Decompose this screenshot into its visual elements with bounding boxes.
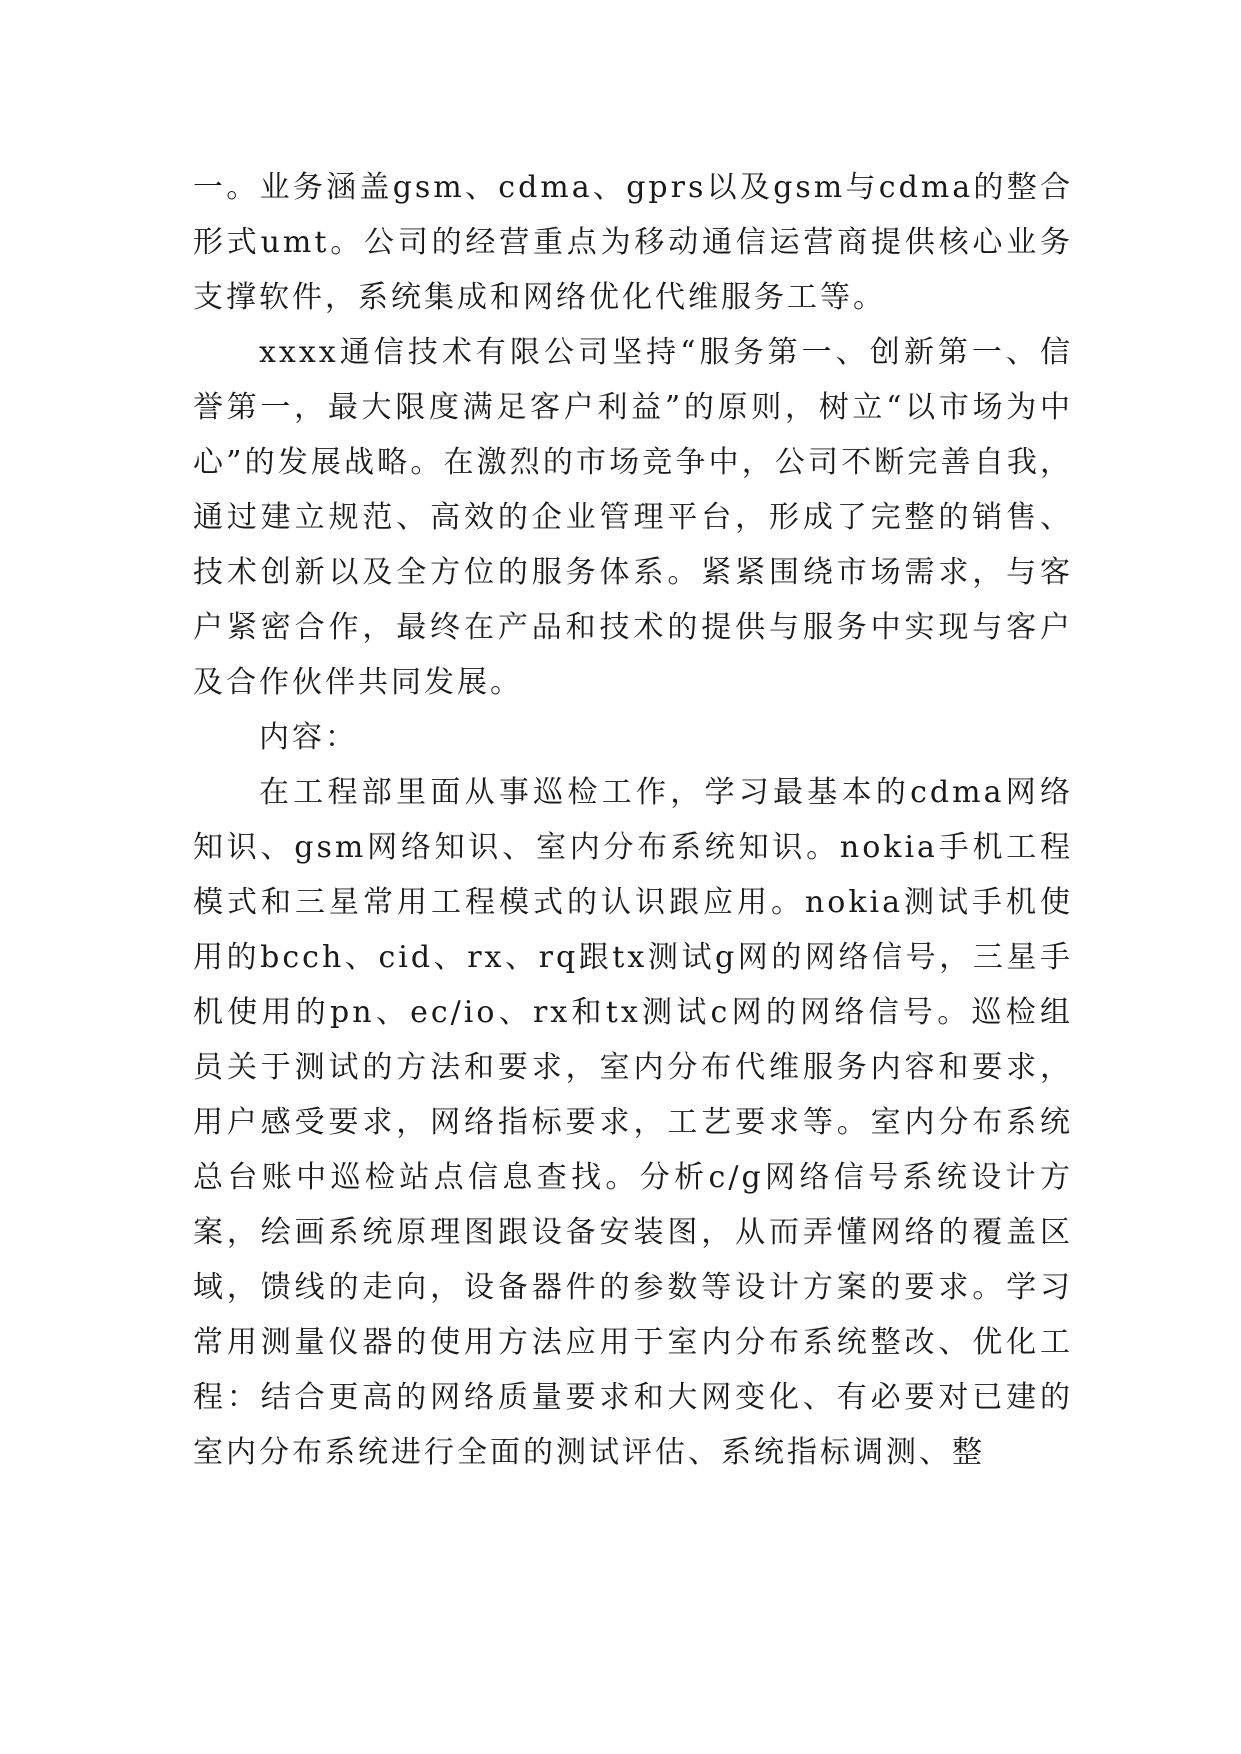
paragraph-company-principles: xxxx通信技术有限公司坚持“服务第一、创新第一、信誉第一，最大限度满足客户利益”的原则，树立“以市场为中心”的发展战略。在激烈的市场竞争中，公司不断完善自我，通过建立规范、高效的企业管理平台，形成了完整的销售、技术创新以及全方位的服务体系。紧紧围绕市场需求，与客户紧密合作，最终在产品和技术的提供与服务中实现与客户及合作伙伴共同发展。: [193, 335, 1073, 700]
paragraph-business-scope: 一。业务涵盖gsm、cdma、gprs以及gsm与cdma的整合形式umt。公司的经营重点为移动通信运营商提供核心业务支撑软件，系统集成和网络优化代维服务工等。: [193, 170, 1073, 315]
document-body: [193, 160, 1073, 1480]
paragraph-content-heading: 内容：: [259, 720, 358, 755]
paragraph-work-details: 在工程部里面从事巡检工作，学习最基本的cdma网络知识、gsm网络知识、室内分布系统知识。nokia手机工程模式和三星常用工程模式的认识跟应用。nokia测试手机使用的bcch、cid、rx、rq跟tx测试g网的网络信号，三星手机使用的pn、ec/io、rx和tx测试c网的网络信号。巡检组员关于测试的方法和要求，室内分布代维服务内容和要求，用户感受要求，网络指标要求，工艺要求等。室内分布系统总台账中巡检站点信息查找。分析c/g网络信号系统设计方案，绘画系统原理图跟设备安装图，从而弄懂网络的覆盖区域，馈线的走向，设备器件的参数等设计方案的要求。学习常用测量仪器的使用方法应用于室内分布系统整改、优化工程：结合更高的网络质量要求和大网变化、有必要对已建的室内分布系统进行全面的测试评估、系统指标调测、整: [193, 775, 1073, 1470]
